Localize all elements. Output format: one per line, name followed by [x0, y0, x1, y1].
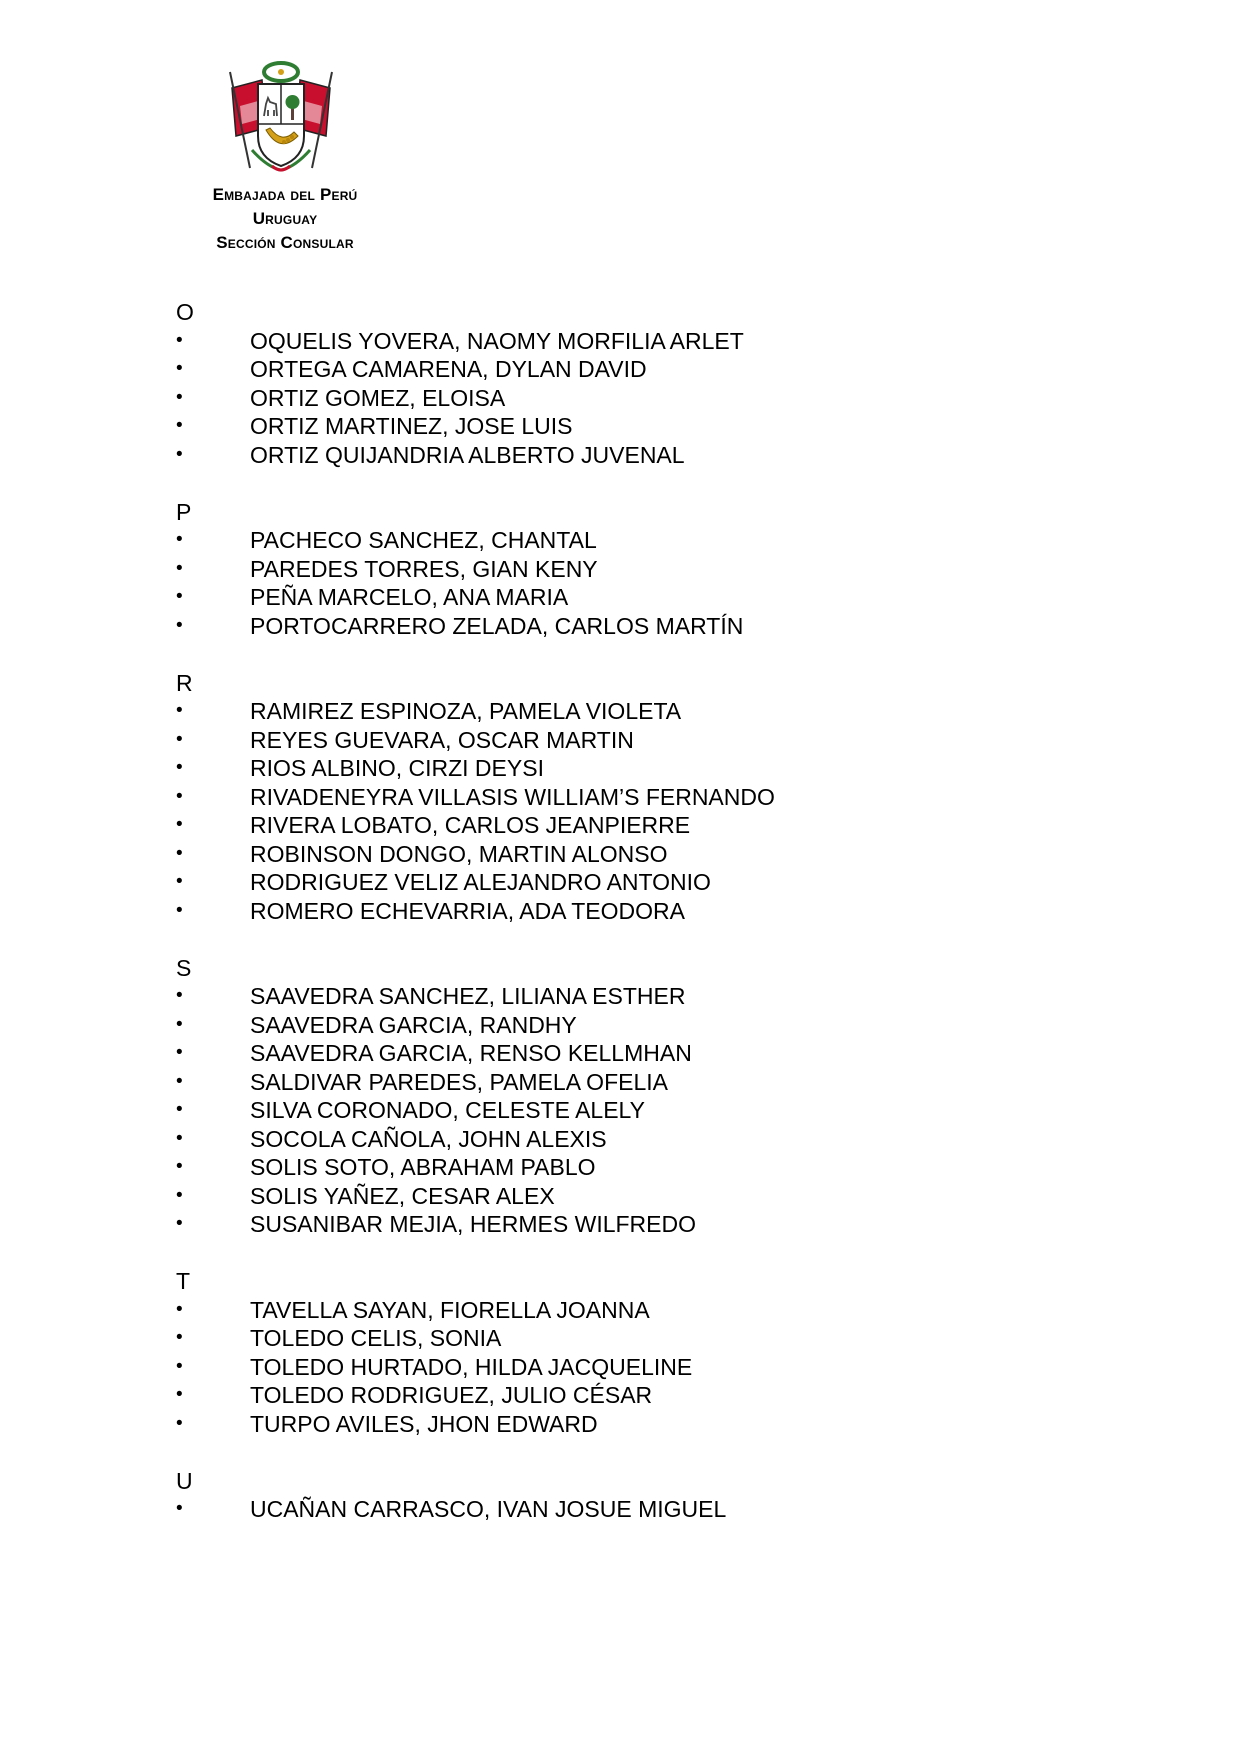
section-s: [176, 954, 1076, 1239]
person-name: RAMIREZ ESPINOZA, PAMELA VIOLETA: [250, 698, 682, 724]
embassy-heading: [150, 183, 420, 255]
person-name: PAREDES TORRES, GIAN KENY: [250, 555, 598, 582]
bullet-icon: •: [176, 1298, 183, 1320]
person-name: ORTEGA CAMARENA, DYLAN DAVID: [250, 356, 647, 382]
person-name: TURPO AVILES, JHON EDWARD: [250, 1410, 598, 1437]
bullet-icon: •: [176, 358, 183, 379]
list-item: [176, 897, 1076, 926]
list-item: [176, 1011, 1076, 1040]
bullet-icon: •: [176, 842, 183, 864]
section-r: [176, 669, 1076, 926]
list-item: [176, 1039, 1076, 1068]
person-name: OQUELIS YOVERA, NAOMY MORFILIA ARLET: [250, 327, 744, 354]
section-u: [176, 1467, 1076, 1524]
list-item: [176, 441, 1076, 470]
person-name: SOLIS YAÑEZ, CESAR ALEX: [250, 1182, 555, 1209]
bullet-icon: •: [176, 814, 183, 835]
bullet-icon: •: [176, 1070, 183, 1092]
person-name: RIVERA LOBATO, CARLOS JEANPIERRE: [250, 812, 691, 838]
person-name: RODRIGUEZ VELIZ ALEJANDRO ANTONIO: [250, 869, 711, 895]
list-item: [176, 754, 1076, 783]
person-name: PEÑA MARCELO, ANA MARIA: [250, 584, 569, 610]
person-name: SUSANIBAR MEJIA, HERMES WILFREDO: [250, 1211, 697, 1237]
list-item: [176, 726, 1076, 755]
section-o: [176, 298, 1076, 469]
person-name: ORTIZ GOMEZ, ELOISA: [250, 384, 506, 411]
list-item: [176, 526, 1076, 555]
embassy-country: Uruguay: [252, 209, 318, 228]
person-name: ROBINSON DONGO, MARTIN ALONSO: [250, 840, 668, 867]
person-name: TOLEDO HURTADO, HILDA JACQUELINE: [250, 1353, 693, 1380]
section-letter: P: [176, 498, 192, 525]
bullet-icon: •: [176, 1156, 183, 1177]
section-p: [176, 498, 1076, 641]
section-letter: S: [176, 954, 192, 981]
peru-coat-of-arms-icon: [222, 58, 340, 176]
list-item: [176, 1410, 1076, 1439]
list-item: [176, 1153, 1076, 1182]
bullet-icon: •: [176, 1498, 183, 1519]
bullet-icon: •: [176, 985, 183, 1006]
section-t: [176, 1267, 1076, 1438]
bullet-icon: •: [176, 1412, 183, 1434]
person-name: TOLEDO RODRIGUEZ, JULIO CÉSAR: [250, 1382, 653, 1408]
bullet-icon: •: [176, 614, 183, 636]
bullet-icon: •: [176, 386, 183, 408]
person-name: SAAVEDRA GARCIA, RENSO KELLMHAN: [250, 1040, 692, 1066]
bullet-icon: •: [176, 557, 183, 579]
person-name: ORTIZ QUIJANDRIA ALBERTO JUVENAL: [250, 441, 685, 468]
list-item: [176, 384, 1076, 413]
bullet-icon: •: [176, 1384, 183, 1405]
section-letter: R: [176, 669, 193, 696]
bullet-icon: •: [176, 1327, 183, 1348]
bullet-icon: •: [176, 529, 183, 550]
list-item: [176, 1210, 1076, 1239]
bullet-icon: •: [176, 1184, 183, 1206]
list-item: [176, 412, 1076, 441]
person-name: SAAVEDRA SANCHEZ, LILIANA ESTHER: [250, 983, 686, 1009]
person-name: SAAVEDRA GARCIA, RANDHY: [250, 1011, 577, 1038]
bullet-icon: •: [176, 757, 183, 778]
section-letter: T: [176, 1268, 191, 1294]
list-item: [176, 555, 1076, 584]
list-item: [176, 868, 1076, 897]
list-item: [176, 1353, 1076, 1382]
list-item: [176, 811, 1076, 840]
list-item: [176, 982, 1076, 1011]
person-name: UCAÑAN CARRASCO, IVAN JOSUE MIGUEL: [250, 1496, 727, 1522]
list-item: [176, 1296, 1076, 1325]
bullet-icon: •: [176, 1013, 183, 1035]
person-name: TOLEDO CELIS, SONIA: [250, 1325, 502, 1351]
bullet-icon: •: [176, 700, 183, 721]
embassy-name: Embajada del Perú: [212, 185, 358, 204]
list-item: [176, 1125, 1076, 1154]
list-item: [176, 1324, 1076, 1353]
bullet-icon: •: [176, 1213, 183, 1234]
list-item: [176, 327, 1076, 356]
list-item: [176, 583, 1076, 612]
person-name: ROMERO ECHEVARRIA, ADA TEODORA: [250, 897, 685, 924]
bullet-icon: •: [176, 1355, 183, 1377]
list-item: [176, 1096, 1076, 1125]
list-item: [176, 840, 1076, 869]
list-item: [176, 697, 1076, 726]
list-item: [176, 1068, 1076, 1097]
bullet-icon: •: [176, 586, 183, 607]
person-name: PORTOCARRERO ZELADA, CARLOS MARTÍN: [250, 612, 744, 639]
person-name: SILVA CORONADO, CELESTE ALELY: [250, 1097, 645, 1123]
person-name: SALDIVAR PAREDES, PAMELA OFELIA: [250, 1068, 668, 1095]
list-item: [176, 783, 1076, 812]
list-item: [176, 1381, 1076, 1410]
person-name: REYES GUEVARA, OSCAR MARTIN: [250, 726, 634, 753]
bullet-icon: •: [176, 443, 183, 465]
bullet-icon: •: [176, 1099, 183, 1120]
person-name: RIOS ALBINO, CIRZI DEYSI: [250, 755, 544, 781]
list-item: [176, 612, 1076, 641]
person-name: RIVADENEYRA VILLASIS WILLIAM’S FERNANDO: [250, 783, 775, 810]
bullet-icon: •: [176, 871, 183, 892]
person-name: SOCOLA CAÑOLA, JOHN ALEXIS: [250, 1125, 607, 1152]
bullet-icon: •: [176, 1042, 183, 1063]
person-name: SOLIS SOTO, ABRAHAM PABLO: [250, 1154, 596, 1180]
bullet-icon: •: [176, 785, 183, 807]
person-name: PACHECO SANCHEZ, CHANTAL: [250, 527, 597, 553]
section-letter: U: [176, 1467, 193, 1494]
list-item: [176, 1495, 1076, 1524]
list-item: [176, 1182, 1076, 1211]
name-list: [176, 298, 1076, 1552]
person-name: TAVELLA SAYAN, FIORELLA JOANNA: [250, 1296, 650, 1323]
bullet-icon: •: [176, 899, 183, 921]
section-letter: O: [176, 299, 194, 325]
bullet-icon: •: [176, 728, 183, 750]
bullet-icon: •: [176, 415, 183, 436]
list-item: [176, 355, 1076, 384]
consular-section: Sección Consular: [216, 233, 354, 252]
bullet-icon: •: [176, 1127, 183, 1149]
bullet-icon: •: [176, 329, 183, 351]
person-name: ORTIZ MARTINEZ, JOSE LUIS: [250, 413, 573, 439]
